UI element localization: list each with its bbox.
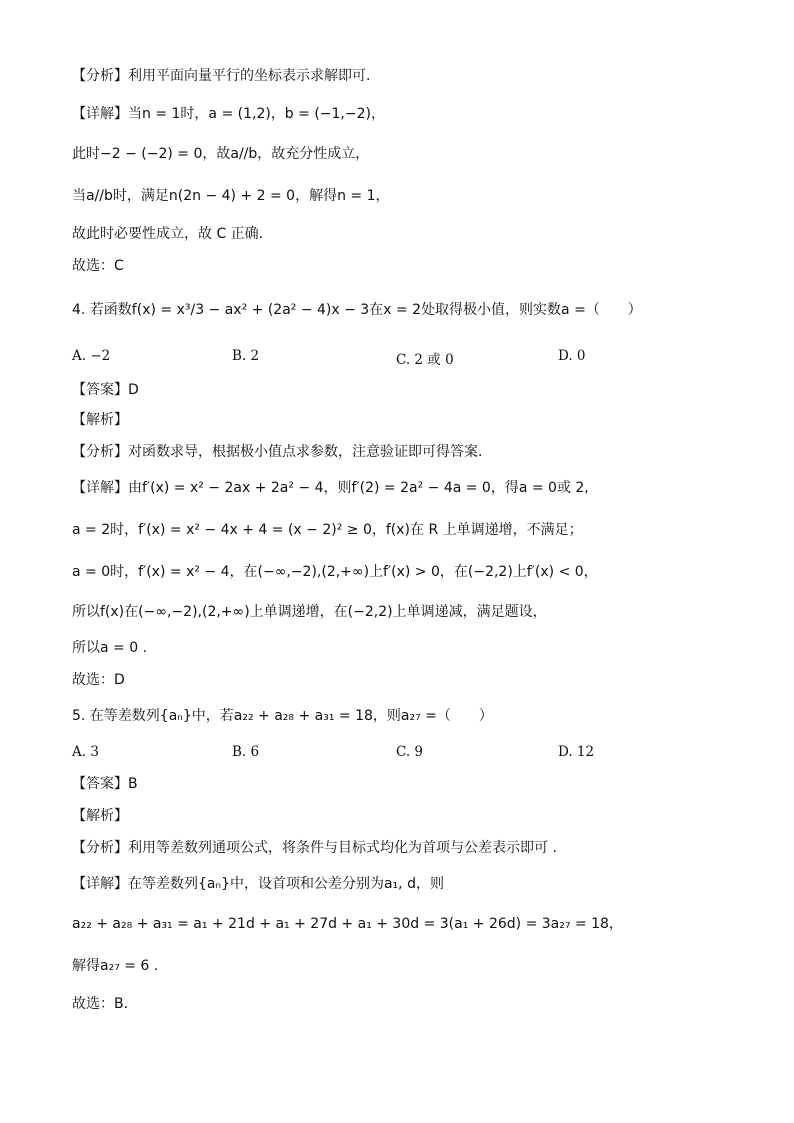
q5-option-a: A. 3 (72, 744, 99, 760)
q4-detail-line-2: a = 2时，f′(x) = x² − 4x + 4 = (x − 2)² ≥ 0，f(x)在 R 上单调递增，不满足； (72, 522, 583, 538)
q4-option-b: B. 2 (232, 348, 260, 364)
q3-detail-line-2: 此时−2 − (−2) = 0，故a//b，故充分性成立， (72, 146, 370, 162)
q5-detail-line-1: 【详解】在等差数列{aₙ}中，设首项和公差分别为a₁, d，则 (72, 876, 444, 892)
q5-analysis: 【分析】利用等差数列通项公式，将条件与目标式均化为首项与公差表示即可 . (72, 840, 557, 856)
q4-answer: 【答案】D (72, 382, 139, 398)
q3-analysis: 【分析】利用平面向量平行的坐标表示求解即可. (72, 68, 371, 84)
q5-jiexi: 【解析】 (72, 808, 128, 824)
q4-analysis: 【分析】对函数求导，根据极小值点求参数，注意验证即可得答案. (72, 444, 483, 460)
q4-choose: 故选：D (72, 672, 125, 688)
q5-detail-line-2: a₂₂ + a₂₈ + a₃₁ = a₁ + 21d + a₁ + 27d + a₁ + 30d = 3(a₁ + 26d) = 3a₂₇ = 18， (72, 916, 623, 932)
q5-option-d: D. 12 (558, 744, 595, 760)
q5-stem: 5. 在等差数列{aₙ}中，若a₂₂ + a₂₈ + a₃₁ = 18，则a₂₇ =（ ） (72, 708, 493, 724)
q3-detail-line-4: 故此时必要性成立，故 C 正确. (72, 226, 264, 242)
q4-option-d: D. 0 (558, 348, 586, 364)
q4-option-a: A. −2 (72, 348, 111, 364)
q3-detail-line-3: 当a//b时，满足n(2n − 4) + 2 = 0，解得n = 1， (72, 188, 390, 204)
q5-option-b: B. 6 (232, 744, 260, 760)
q4-stem: 4. 若函数f(x) = x³/3 − ax² + (2a² − 4)x − 3在x = 2处取得极小值，则实数a =（ ） (72, 302, 642, 318)
q4-detail-line-5: 所以a = 0 . (72, 640, 148, 656)
q4-detail-line-3: a = 0时，f′(x) = x² − 4，在(−∞,−2),(2,+∞)上f′(x) > 0，在(−2,2)上f′(x) < 0， (72, 564, 598, 580)
q5-option-c: C. 9 (396, 744, 424, 760)
q5-answer: 【答案】B (72, 776, 138, 792)
q3-choose: 故选：C (72, 258, 124, 274)
q4-detail-line-1: 【详解】由f′(x) = x² − 2ax + 2a² − 4，则f′(2) = 2a² − 4a = 0，得a = 0或 2, (72, 480, 589, 496)
q4-option-c: C. 2 或 0 (396, 352, 454, 368)
q5-detail-line-3: 解得a₂₇ = 6 . (72, 958, 159, 974)
q3-detail-line-1: 【详解】当n = 1时，a = (1,2)，b = (−1,−2)， (72, 106, 385, 122)
q5-choose: 故选：B. (72, 996, 129, 1012)
q4-jiexi: 【解析】 (72, 412, 128, 428)
q4-detail-line-4: 所以f(x)在(−∞,−2),(2,+∞)上单调递增，在(−2,2)上单调递减，满足题设， (72, 604, 547, 620)
